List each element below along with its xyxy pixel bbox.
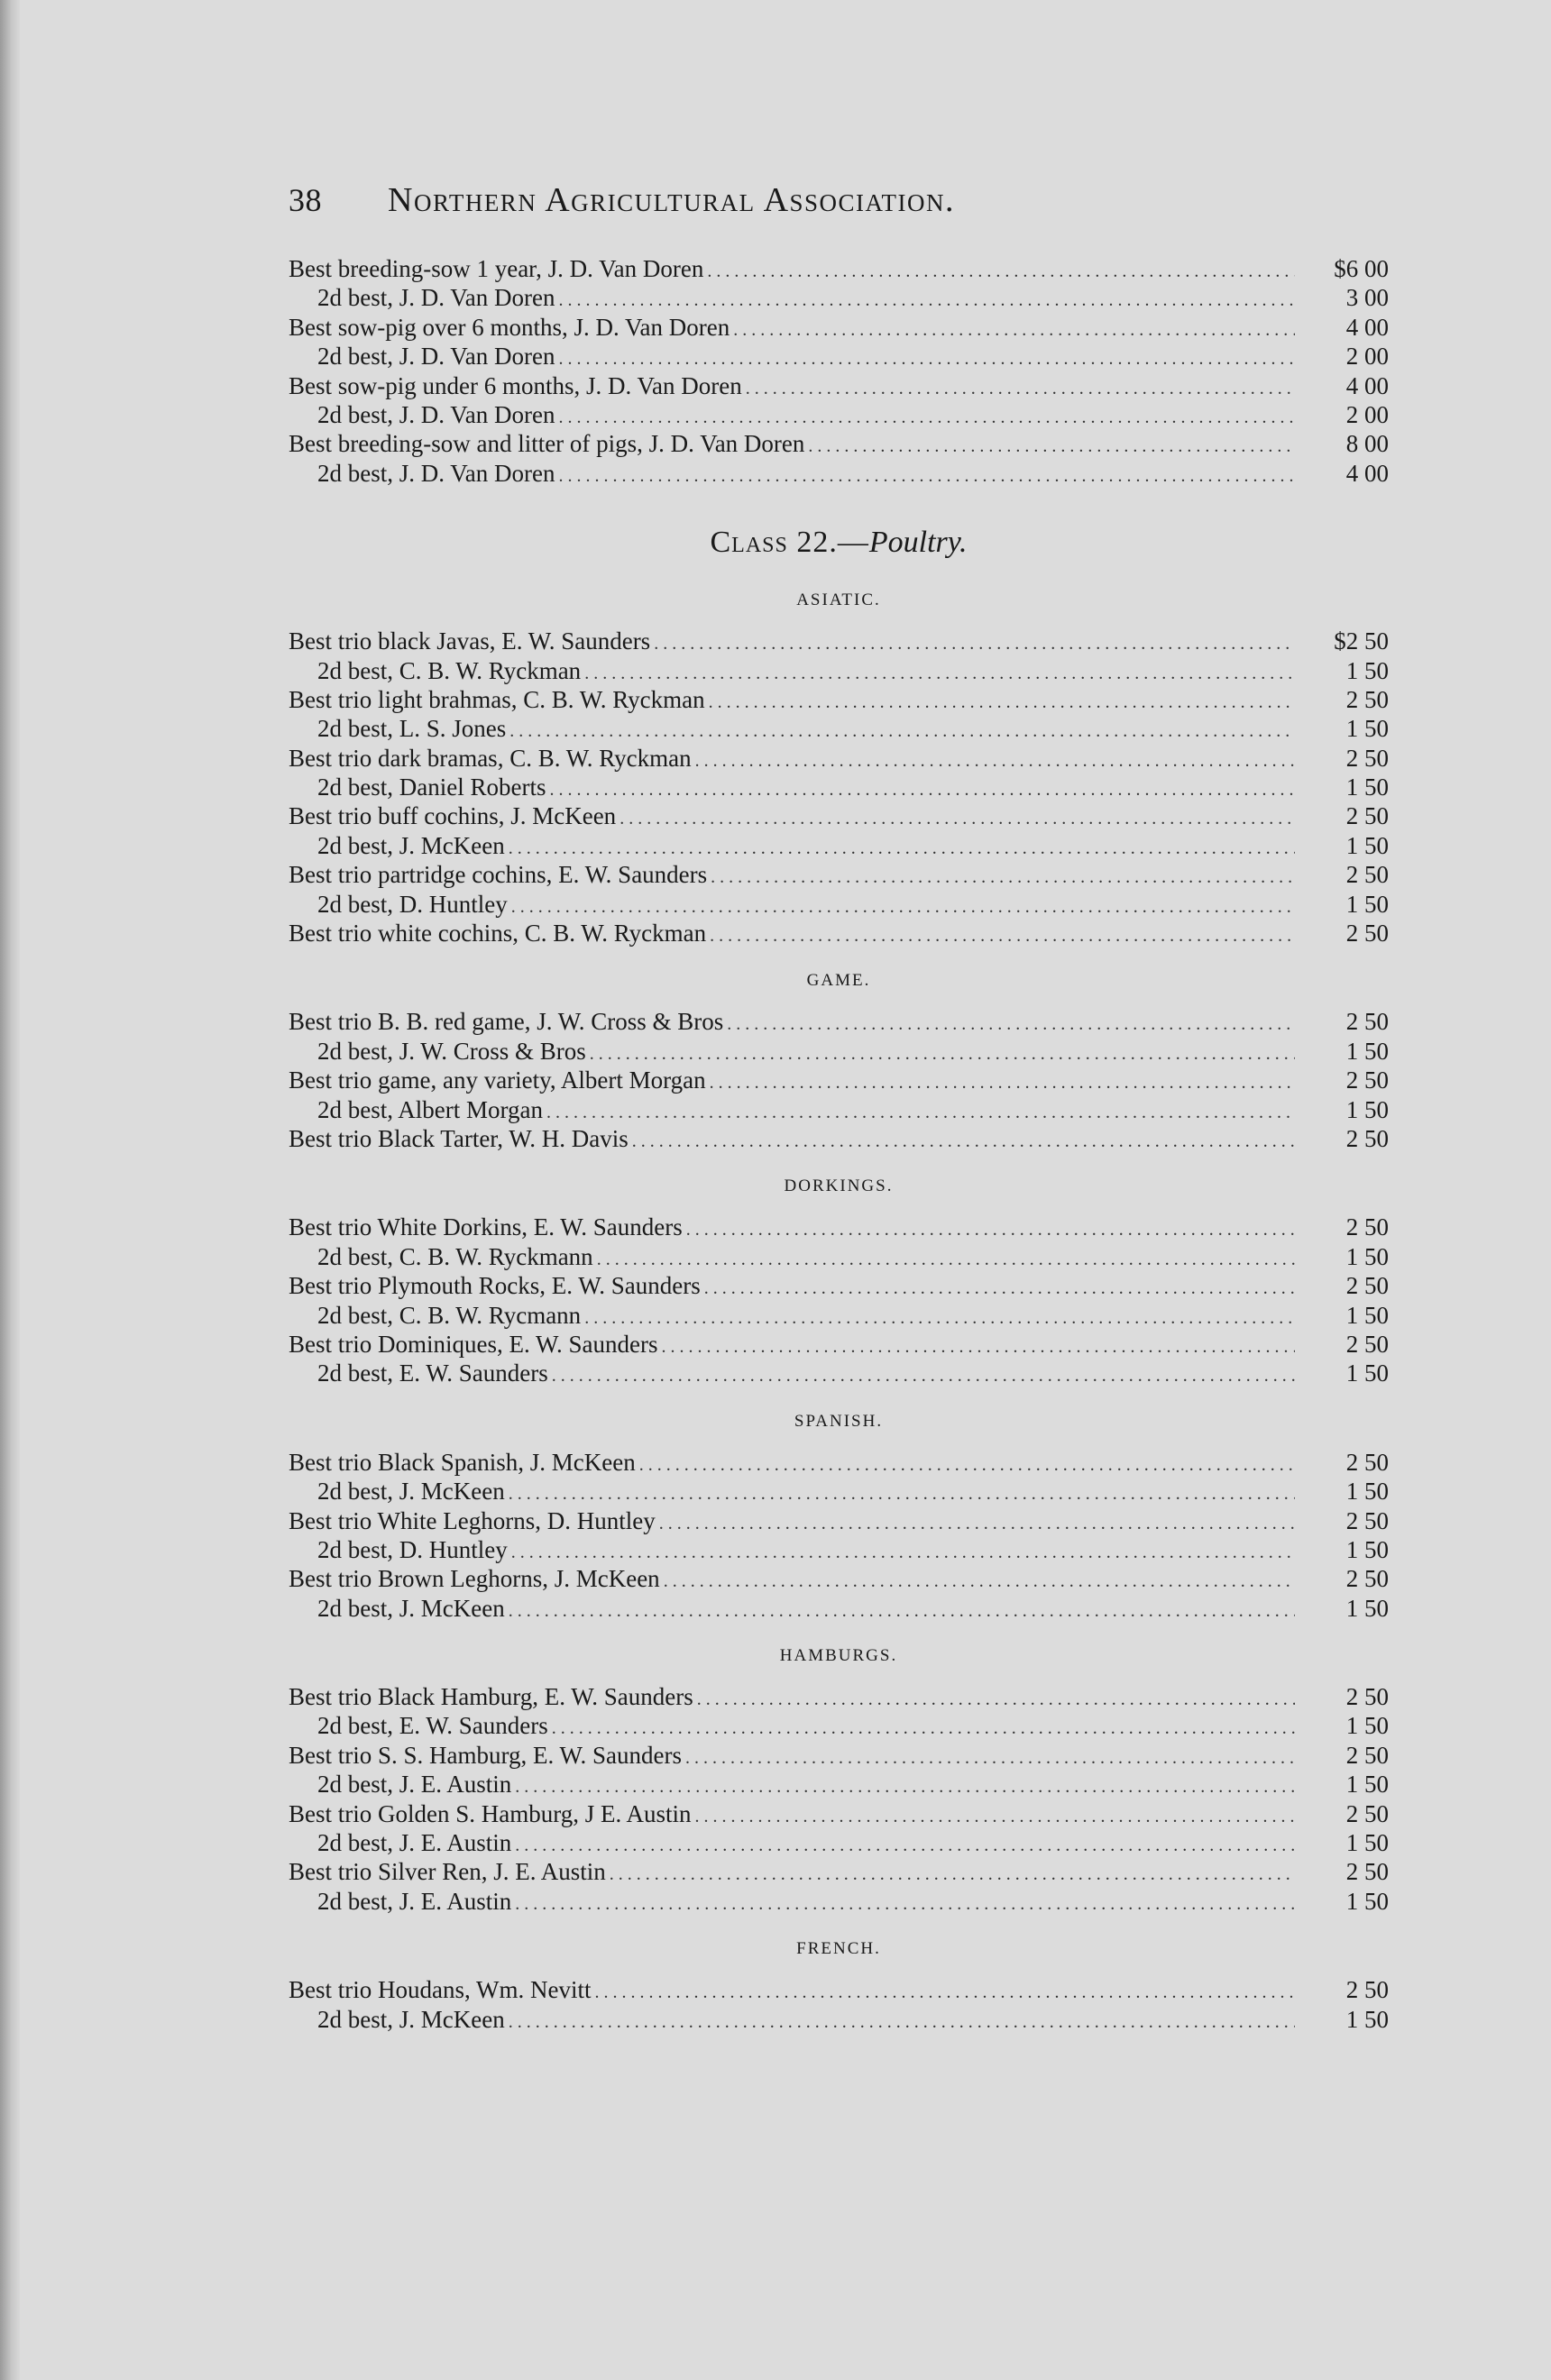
dot-leader [639, 1448, 1295, 1479]
section-premium-list [289, 627, 1389, 947]
swine-premium-list [289, 254, 1389, 488]
premium-label: 2d best, D. Huntley [317, 890, 508, 918]
dot-leader [686, 1213, 1295, 1244]
dot-leader [697, 1682, 1295, 1714]
dot-leader [558, 283, 1295, 315]
section-premium-list [289, 1975, 1389, 2034]
premium-amount: 1 50 [1345, 715, 1389, 743]
dot-leader [661, 1330, 1295, 1361]
section-heading: HAMBURGS. [779, 1646, 898, 1666]
premium-row [289, 656, 1389, 685]
running-head-title: Northern Agricultural Association. [388, 181, 956, 219]
dot-leader [546, 1095, 1295, 1127]
section-heading: SPANISH. [794, 1411, 884, 1431]
premium-label: Best trio game, any variety, Albert Morgan [289, 1066, 706, 1094]
premium-label: Best trio partridge cochins, E. W. Saunders [289, 861, 708, 889]
premium-amount: 2 50 [1345, 1799, 1389, 1827]
dot-leader [659, 1506, 1295, 1538]
running-head [289, 180, 1389, 234]
premium-row [289, 801, 1389, 830]
premium-label: 2d best, J. D. Van Doren [317, 284, 555, 312]
dot-leader [552, 1711, 1295, 1743]
dot-leader [727, 1007, 1295, 1039]
premium-amount: 2 50 [1345, 1858, 1389, 1886]
premium-row [289, 1301, 1389, 1330]
dot-leader [509, 1477, 1295, 1508]
premium-label: 2d best, C. B. W. Ryckmann [317, 1242, 593, 1270]
premium-amount: 1 50 [1345, 1095, 1389, 1123]
dot-leader [509, 714, 1295, 746]
premium-row [289, 1506, 1389, 1535]
premium-amount: 1 50 [1345, 1594, 1389, 1622]
premium-label: 2d best, J. McKeen [317, 831, 505, 859]
premium-amount: 2 50 [1345, 1330, 1389, 1358]
premium-row [289, 1887, 1389, 1916]
premium-amount: 1 50 [1345, 774, 1389, 801]
premium-label: Best trio buff cochins, J. McKeen [289, 802, 617, 830]
dot-leader [509, 2005, 1295, 2037]
premium-label: Best breeding-sow 1 year, J. D. Van Doren [289, 255, 704, 282]
premium-label: Best sow-pig under 6 months, J. D. Van Doren [289, 371, 742, 399]
dot-leader [746, 371, 1295, 403]
dot-leader [511, 1535, 1295, 1567]
premium-amount: 2 50 [1345, 1976, 1389, 2004]
premium-row [289, 1213, 1389, 1241]
premium-amount: 2 50 [1345, 1124, 1389, 1152]
premium-amount: 2 00 [1345, 400, 1389, 428]
premium-row [289, 342, 1389, 371]
dot-leader [515, 1770, 1295, 1801]
dot-leader [558, 459, 1295, 490]
premium-label: Best trio Silver Ren, J. E. Austin [289, 1858, 606, 1886]
premium-label: Best trio White Dorkins, E. W. Saunders [289, 1213, 683, 1241]
premium-amount: 2 50 [1345, 1506, 1389, 1534]
premium-row [289, 1770, 1389, 1799]
dot-leader [733, 313, 1295, 344]
premium-label: 2d best, J. W. Cross & Bros [317, 1037, 586, 1065]
premium-label: 2d best, J. McKeen [317, 1478, 505, 1506]
dot-leader [711, 860, 1295, 892]
dot-leader [704, 1271, 1295, 1303]
dot-leader [695, 744, 1295, 775]
dot-leader [558, 400, 1295, 432]
premium-row [289, 283, 1389, 312]
section-premium-list [289, 1448, 1389, 1623]
dot-leader [808, 429, 1295, 461]
dot-leader [590, 1037, 1295, 1068]
premium-label: 2d best, L. S. Jones [317, 715, 507, 743]
premium-label: 2d best, J. D. Van Doren [317, 459, 555, 487]
dot-leader [610, 1857, 1295, 1889]
premium-row [289, 1535, 1389, 1564]
premium-amount: 2 50 [1345, 861, 1389, 889]
premium-amount: 2 50 [1345, 1683, 1389, 1711]
premium-row [289, 714, 1389, 743]
premium-amount: 2 00 [1345, 343, 1389, 371]
premium-label: Best trio dark bramas, C. B. W. Ryckman [289, 744, 692, 772]
premium-label: 2d best, D. Huntley [317, 1535, 508, 1563]
section-heading: ASIATIC. [796, 590, 881, 610]
premium-label: 2d best, J. D. Van Doren [317, 343, 555, 371]
premium-row [289, 831, 1389, 860]
premium-row [289, 2005, 1389, 2034]
premium-row [289, 1799, 1389, 1828]
premium-row [289, 1037, 1389, 1066]
dot-leader [707, 254, 1295, 286]
dot-leader [584, 656, 1295, 688]
premium-label: Best sow-pig over 6 months, J. D. Van Doren [289, 313, 730, 341]
premium-row [289, 1271, 1389, 1300]
premium-label: Best trio white cochins, C. B. W. Ryckman [289, 920, 707, 947]
class-heading-prefix: Class 22.— [710, 526, 869, 560]
premium-label: 2d best, J. E. Austin [317, 1771, 512, 1799]
dot-leader [597, 1242, 1295, 1274]
premium-amount: 2 50 [1345, 1213, 1389, 1241]
dot-leader [558, 342, 1295, 373]
premium-row [289, 1124, 1389, 1153]
premium-row [289, 1095, 1389, 1124]
premium-label: Best trio Golden S. Hamburg, J E. Austin [289, 1799, 692, 1827]
section-heading: DORKINGS. [784, 1176, 894, 1196]
premium-label: 2d best, C. B. W. Ryckman [317, 656, 582, 684]
dot-leader [654, 627, 1295, 658]
premium-row [289, 1682, 1389, 1711]
premium-amount: 2 50 [1345, 1008, 1389, 1036]
premium-amount: 1 50 [1345, 1301, 1389, 1329]
dot-leader [515, 1887, 1295, 1918]
premium-label: 2d best, J. McKeen [317, 2005, 505, 2033]
premium-amount: 2 50 [1345, 1565, 1389, 1593]
premium-row [289, 919, 1389, 947]
premium-amount: 2 50 [1345, 1066, 1389, 1094]
premium-amount: 4 00 [1345, 459, 1389, 487]
premium-amount: 4 00 [1345, 371, 1389, 399]
premium-row [289, 1594, 1389, 1623]
premium-amount: 2 50 [1345, 744, 1389, 772]
premium-label: Best trio Brown Leghorns, J. McKeen [289, 1565, 660, 1593]
dot-leader [549, 773, 1295, 804]
section-premium-list [289, 1007, 1389, 1153]
premium-label: Best trio White Leghorns, D. Huntley [289, 1506, 656, 1534]
premium-amount: 1 50 [1345, 1887, 1389, 1915]
section-premium-list [289, 1682, 1389, 1916]
premium-row [289, 429, 1389, 458]
premium-amount: 4 00 [1345, 313, 1389, 341]
premium-row [289, 1066, 1389, 1094]
premium-amount: 2 50 [1345, 802, 1389, 830]
dot-leader [552, 1359, 1295, 1390]
premium-amount: $2 50 [1334, 627, 1389, 655]
premium-amount: 2 50 [1345, 1272, 1389, 1300]
dot-leader [632, 1124, 1295, 1156]
premium-amount: 1 50 [1345, 1771, 1389, 1799]
dot-leader [685, 1741, 1295, 1772]
poultry-sections [289, 587, 1389, 2034]
premium-amount: 1 50 [1345, 1242, 1389, 1270]
premium-row [289, 773, 1389, 801]
premium-row [289, 1242, 1389, 1271]
premium-row [289, 1975, 1389, 2004]
premium-label: Best trio Houdans, Wm. Nevitt [289, 1976, 592, 2004]
section-heading: GAME. [806, 971, 871, 991]
premium-label: Best breeding-sow and litter of pigs, J. D. Van Doren [289, 430, 805, 458]
premium-row [289, 371, 1389, 400]
premium-row [289, 400, 1389, 429]
premium-row [289, 1007, 1389, 1036]
premium-label: Best trio light brahmas, C. B. W. Ryckman [289, 685, 705, 713]
premium-row [289, 627, 1389, 655]
premium-amount: 1 50 [1345, 1037, 1389, 1065]
premium-row [289, 890, 1389, 919]
section-heading: FRENCH. [796, 1939, 881, 1959]
premium-label: 2d best, E. W. Saunders [317, 1712, 548, 1740]
premium-row [289, 744, 1389, 773]
premium-amount: 1 50 [1345, 2005, 1389, 2033]
premium-row [289, 1448, 1389, 1477]
premium-label: Best trio Black Hamburg, E. W. Saunders [289, 1683, 693, 1711]
dot-leader [509, 831, 1295, 863]
premium-label: Best trio Black Spanish, J. McKeen [289, 1448, 636, 1476]
premium-row [289, 254, 1389, 283]
premium-label: 2d best, C. B. W. Rycmann [317, 1301, 582, 1329]
premium-label: 2d best, J. D. Van Doren [317, 400, 555, 428]
premium-amount: 3 00 [1345, 284, 1389, 312]
premium-amount: 2 50 [1345, 685, 1389, 713]
dot-leader [515, 1828, 1295, 1860]
premium-label: 2d best, Albert Morgan [317, 1095, 543, 1123]
premium-label: Best trio Dominiques, E. W. Saunders [289, 1330, 658, 1358]
premium-row [289, 1741, 1389, 1770]
dot-leader [511, 890, 1295, 921]
premium-amount: 1 50 [1345, 656, 1389, 684]
dot-leader [710, 1066, 1295, 1097]
premium-amount: 8 00 [1345, 430, 1389, 458]
premium-amount: 1 50 [1345, 1359, 1389, 1387]
premium-row [289, 1330, 1389, 1359]
premium-label: Best trio S. S. Hamburg, E. W. Saunders [289, 1741, 683, 1769]
premium-label: 2d best, J. McKeen [317, 1594, 505, 1622]
premium-row [289, 1828, 1389, 1857]
premium-row [289, 459, 1389, 488]
premium-amount: $6 00 [1334, 255, 1389, 282]
premium-label: Best trio Plymouth Rocks, E. W. Saunders [289, 1272, 701, 1300]
premium-row [289, 1711, 1389, 1740]
premium-amount: 1 50 [1345, 831, 1389, 859]
dot-leader [619, 801, 1295, 833]
dot-leader [594, 1975, 1295, 2007]
dot-leader [664, 1564, 1295, 1596]
premium-row [289, 860, 1389, 889]
dot-leader [695, 1799, 1295, 1831]
premium-label: Best trio B. B. red game, J. W. Cross & Bros [289, 1008, 724, 1036]
dot-leader [709, 685, 1295, 717]
dot-leader [509, 1594, 1295, 1625]
premium-amount: 1 50 [1345, 1478, 1389, 1506]
premium-row [289, 1857, 1389, 1886]
premium-row [289, 685, 1389, 714]
premium-row [289, 1564, 1389, 1593]
premium-amount: 1 50 [1345, 1535, 1389, 1563]
page-number: 38 [289, 182, 322, 218]
premium-amount: 2 50 [1345, 920, 1389, 947]
premium-amount: 1 50 [1345, 1712, 1389, 1740]
dot-leader [710, 919, 1295, 950]
page-content [289, 180, 1389, 2034]
premium-row [289, 1477, 1389, 1506]
premium-amount: 1 50 [1345, 1829, 1389, 1857]
premium-label: 2d best, E. W. Saunders [317, 1359, 548, 1387]
class-heading [289, 526, 1389, 562]
premium-amount: 1 50 [1345, 890, 1389, 918]
premium-label: Best trio black Javas, E. W. Saunders [289, 627, 651, 655]
premium-label: 2d best, J. E. Austin [317, 1887, 512, 1915]
premium-label: 2d best, Daniel Roberts [317, 774, 546, 801]
premium-label: 2d best, J. E. Austin [317, 1829, 512, 1857]
premium-label: Best trio Black Tarter, W. H. Davis [289, 1124, 629, 1152]
premium-amount: 2 50 [1345, 1448, 1389, 1476]
premium-amount: 2 50 [1345, 1741, 1389, 1769]
section-premium-list [289, 1213, 1389, 1387]
premium-row [289, 313, 1389, 342]
class-heading-title: Poultry. [868, 526, 968, 560]
premium-row [289, 1359, 1389, 1387]
book-spine-shadow [0, 0, 20, 2380]
dot-leader [584, 1301, 1295, 1332]
